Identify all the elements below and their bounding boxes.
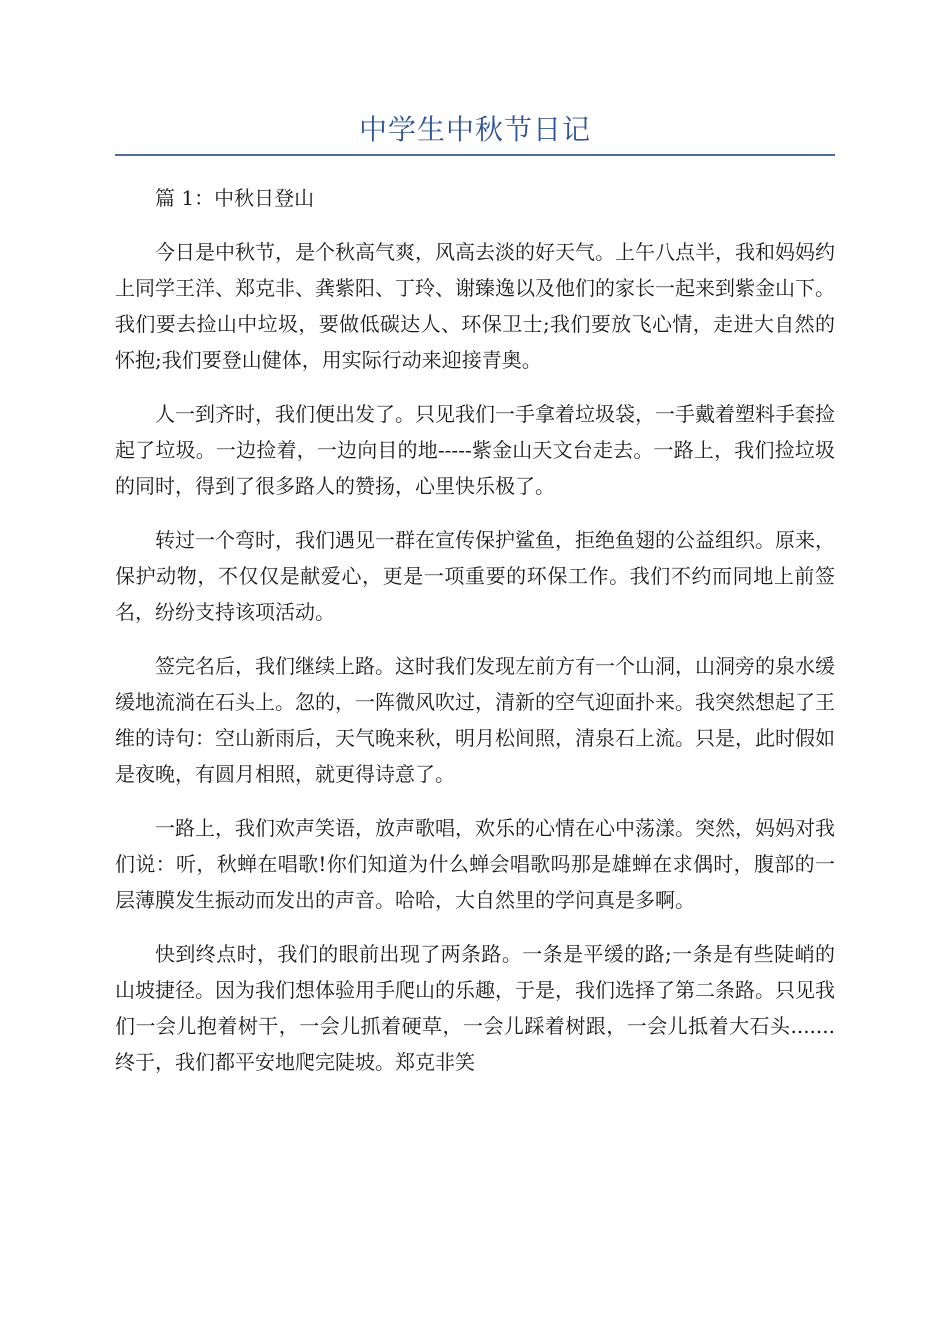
section-heading: 篇 1：中秋日登山 [155, 186, 315, 210]
paragraph-1: 今日是中秋节，是个秋高气爽，风高去淡的好天气。上午八点半，我和妈妈约上同学王洋、郑克非、龚紫阳、丁玲、谢臻逸以及他们的家长一起来到紫金山下。我们要去捡山中垃圾，要做低碳达人、环保卫士;我们要放飞心情，走进大自然的怀抱;我们要登山健体，用实际行动来迎接青奥。 [115, 240, 835, 372]
paragraph-4: 签完名后，我们继续上路。这时我们发现左前方有一个山洞，山洞旁的泉水缓缓地流淌在石头上。忽的，一阵微风吹过，清新的空气迎面扑来。我突然想起了王维的诗句：空山新雨后，天气晚来秋，明月松间照，清泉石上流。只是，此时假如是夜晚，有圆月相照，就更得诗意了。 [115, 654, 835, 786]
paragraph-5: 一路上，我们欢声笑语，放声歌唱，欢乐的心情在心中荡漾。突然，妈妈对我们说：听，秋蝉在唱歌!你们知道为什么蝉会唱歌吗那是雄蝉在求偶时，腹部的一层薄膜发生振动而发出的声音。哈哈，大自然里的学问真是多啊。 [115, 816, 835, 912]
title-underline [115, 154, 835, 156]
page-title: 中学生中秋节日记 [358, 113, 591, 146]
paragraph-3: 转过一个弯时，我们遇见一群在宣传保护鲨鱼，拒绝鱼翅的公益组织。原来，保护动物，不仅仅是献爱心，更是一项重要的环保工作。我们不约而同地上前签名，纷纷支持该项活动。 [115, 528, 835, 624]
document-body [115, 180, 835, 1098]
paragraph-2: 人一到齐时，我们便出发了。只见我们一手拿着垃圾袋，一手戴着塑料手套捡起了垃圾。一边捡着，一边向目的地-----紫金山天文台走去。一路上，我们捡垃圾的同时，得到了很多路人的赞扬，心里快乐极了。 [115, 402, 835, 498]
paragraph-6: 快到终点时，我们的眼前出现了两条路。一条是平缓的路;一条是有些陡峭的山坡捷径。因为我们想体验用手爬山的乐趣，于是，我们选择了第二条路。只见我们一会儿抱着树干，一会儿抓着硬草，一会儿踩着树跟，一会儿抵着大石头.......终于，我们都平安地爬完陡坡。郑克非笑 [115, 942, 835, 1074]
